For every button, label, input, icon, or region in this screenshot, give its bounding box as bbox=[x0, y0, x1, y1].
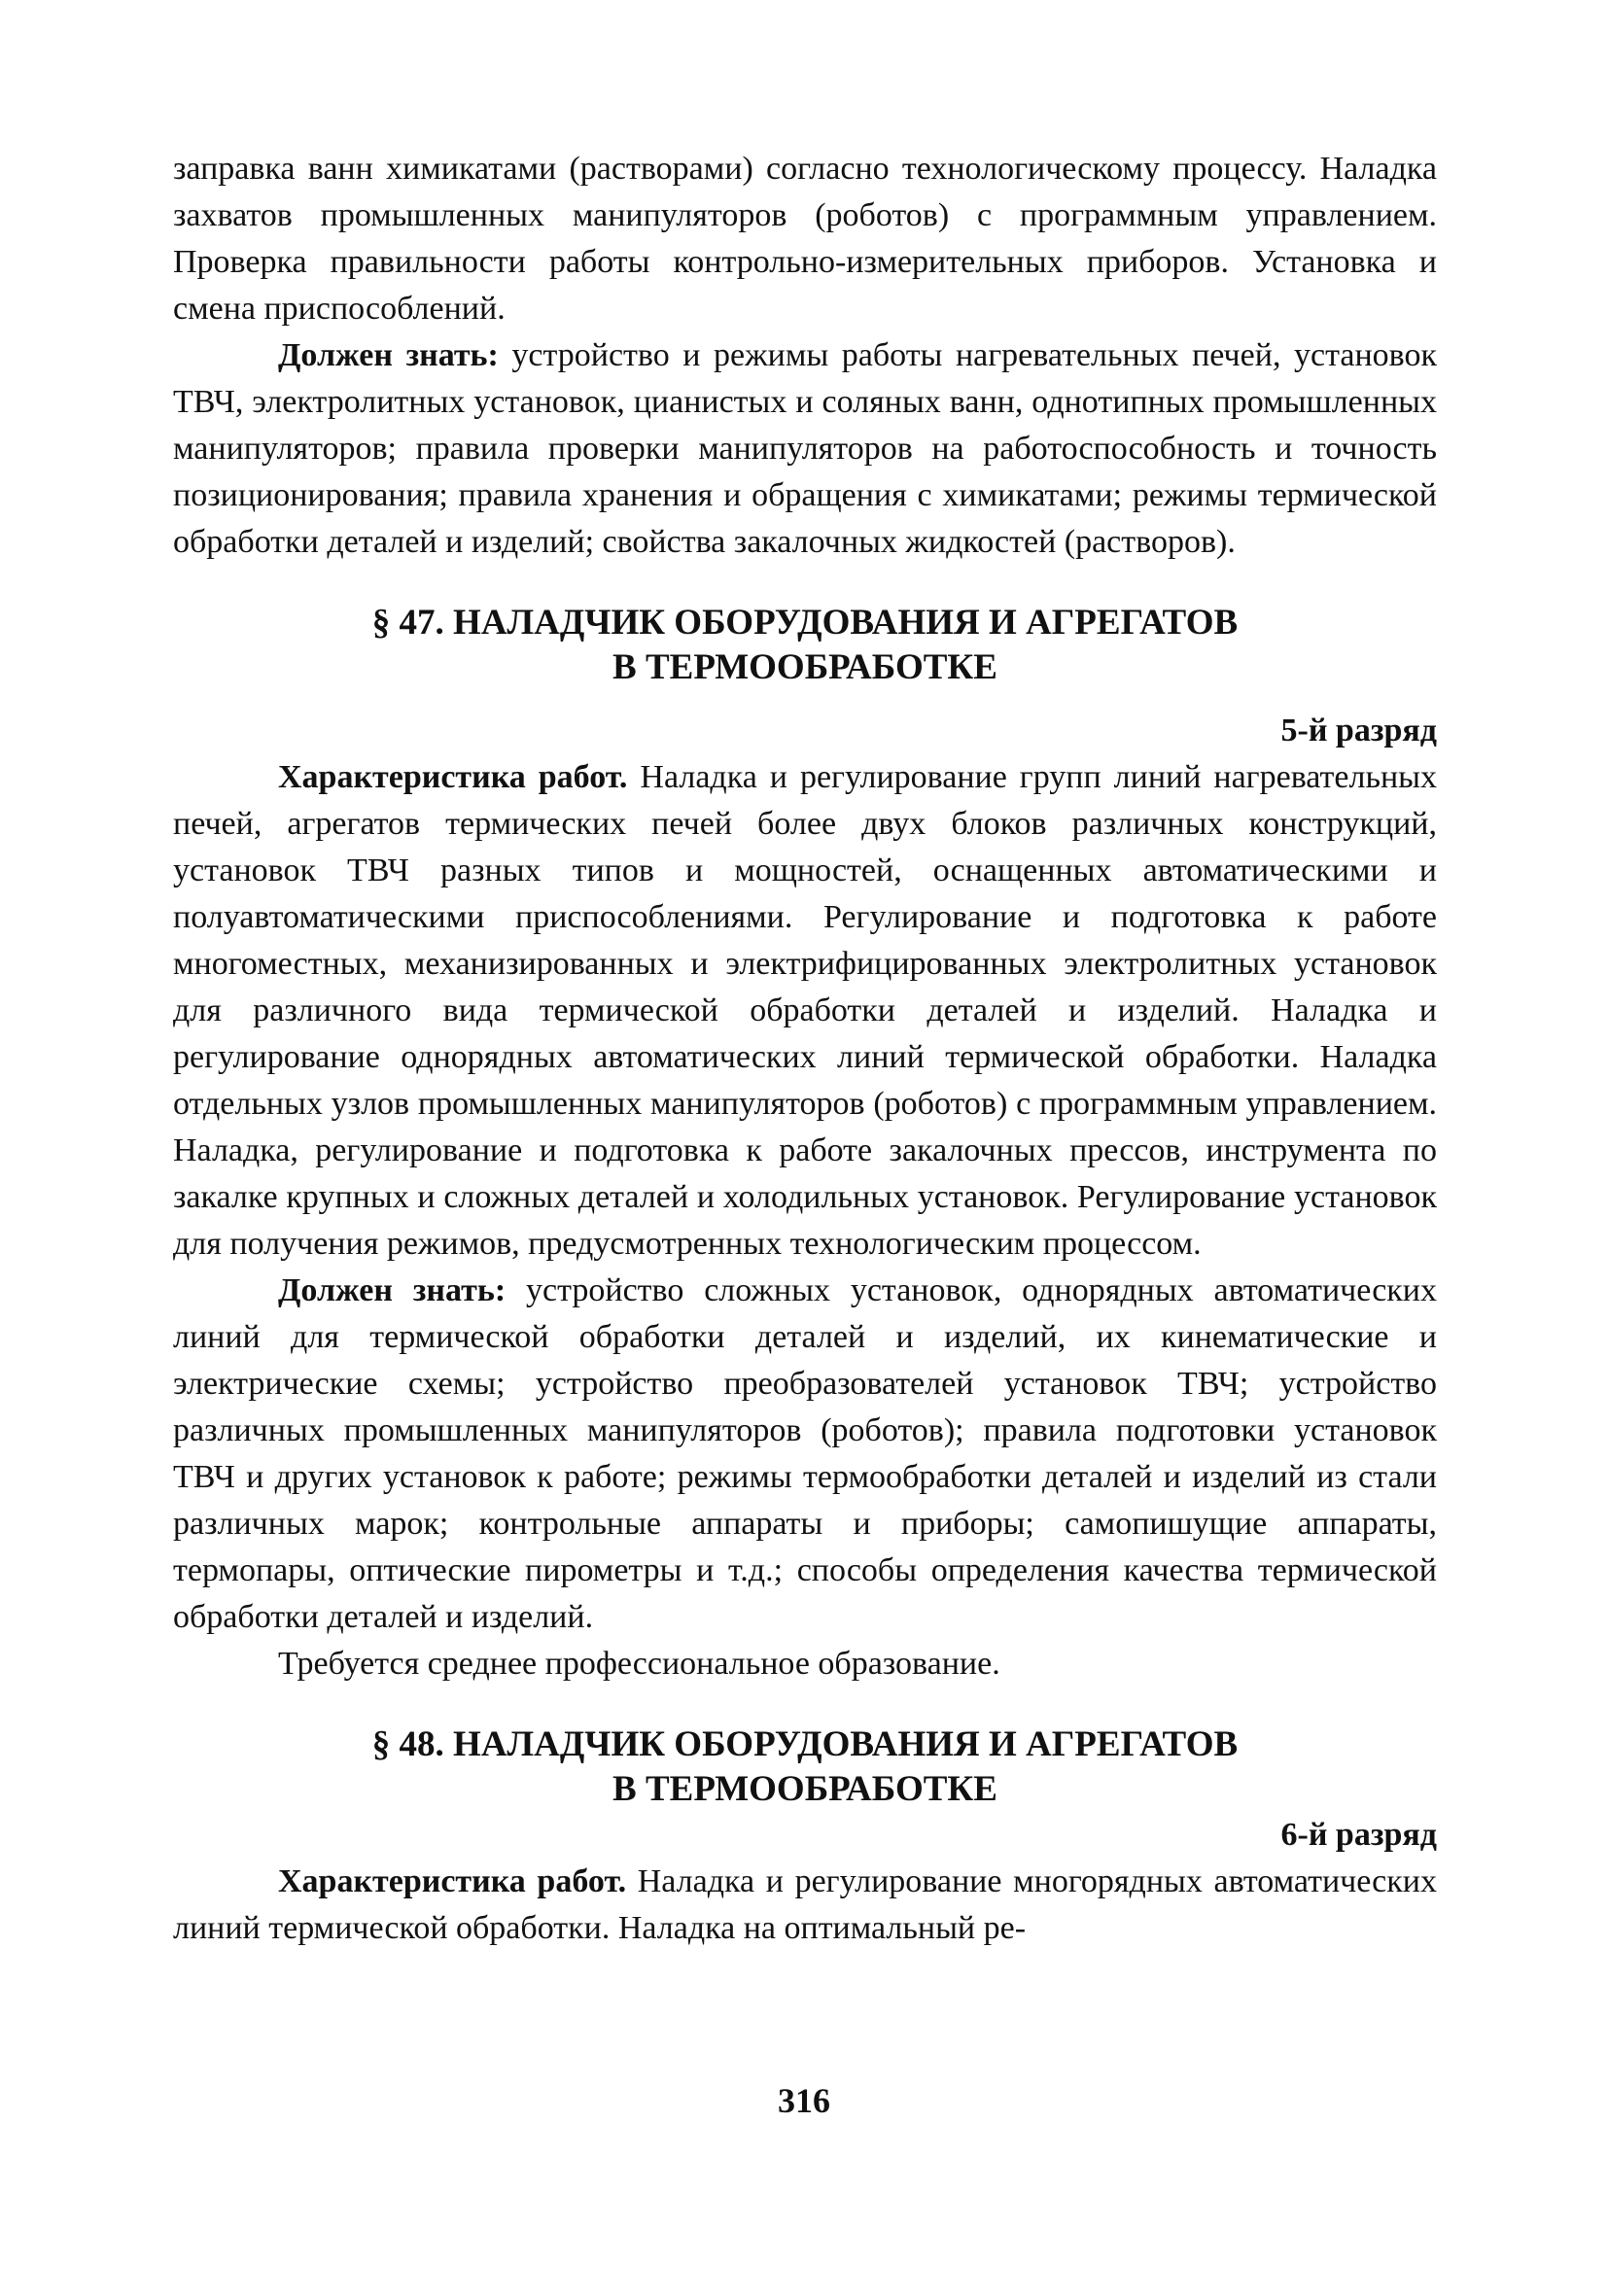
section-47-heading bbox=[173, 601, 1437, 690]
section-47-education: Требуется среднее профессиональное образование. bbox=[278, 1646, 1000, 1682]
intro-paragraph: заправка ванн химикатами (растворами) согласно технологическому процессу. Наладка захватов промышленных манипуляторов (роботов) с программным управлением. Проверка правильности работы контрольно-измерительных приборов. Установка и смена приспособлений. bbox=[173, 151, 1437, 327]
characteristics-text: Наладка и регулирование групп линий нагревательных печей, агрегатов термических печей более двух блоков различных конструкций, установок ТВЧ разных типов и мощностей, оснащенных автоматическими и полуавтоматическими приспособлениями. Регулирование и подготовка к работе многоместных, механизированных и электрифицированных электролитных установок для различного вида термической обработки деталей и изделий. Наладка и регулирование однорядных автоматических линий термической обработки. Наладка отдельных узлов промышленных манипуляторов (роботов) с программным управлением. Наладка, регулирование и подготовка к работе закалочных прессов, инструмента по закалке крупных и сложных деталей и холодильных установок. Регулирование установок для получения режимов, предусмотренных технологическим процессом. bbox=[173, 759, 1437, 1262]
section-47-heading-line2: В ТЕРМООБРАБОТКЕ bbox=[612, 647, 997, 687]
knowledge-lead: Должен знать: bbox=[278, 1272, 507, 1308]
knowledge-lead: Должен знать: bbox=[278, 337, 499, 373]
section-48-grade: 6-й разряд bbox=[1280, 1817, 1437, 1853]
page-number: 316 bbox=[778, 2081, 830, 2120]
characteristics-lead: Характеристика работ. bbox=[278, 1863, 627, 1899]
section-47-grade: 5-й разряд bbox=[1280, 713, 1437, 748]
knowledge-text: устройство и режимы работы нагревательных печей, установок ТВЧ, электролитных установок, цианистых и соляных ванн, однотипных промышленных манипуляторов; правила проверки манипуляторов на работоспособность и точность позиционирования; правила хранения и обращения с химикатами; режимы термической обработки деталей и изделий; свойства закалочных жидкостей (растворов). bbox=[173, 337, 1437, 560]
intro-knowledge-paragraph bbox=[173, 332, 1437, 566]
section-47-heading-line1: § 47. НАЛАДЧИК ОБОРУДОВАНИЯ И АГРЕГАТОВ bbox=[371, 603, 1239, 643]
knowledge-text: устройство сложных установок, однорядных автоматических линий для термической обработки деталей и изделий, их кинематические и электрические схемы; устройство преобразователей установок ТВЧ; устройство различных промышленных манипуляторов (роботов); правила подготовки установок ТВЧ и других установок к работе; режимы термообработки деталей и изделий из стали различных марок; контрольные аппараты и приборы; самопишущие аппараты, термопары, оптические пирометры и т.д.; способы определения качества термической обработки деталей и изделий. bbox=[173, 1272, 1437, 1635]
characteristics-lead: Характеристика работ. bbox=[278, 759, 628, 795]
section-48-heading bbox=[173, 1722, 1437, 1812]
section-47-knowledge bbox=[173, 1268, 1437, 1641]
document-page bbox=[173, 146, 1437, 1952]
characteristics-text: Наладка и регулирование многорядных автоматических линий термической обработки. Наладка на оптимальный ре- bbox=[173, 1863, 1437, 1946]
section-48-characteristics bbox=[173, 1859, 1437, 1952]
section-48-heading-line1: § 48. НАЛАДЧИК ОБОРУДОВАНИЯ И АГРЕГАТОВ bbox=[371, 1724, 1239, 1764]
section-47-characteristics bbox=[173, 754, 1437, 1268]
section-48-heading-line2: В ТЕРМООБРАБОТКЕ bbox=[612, 1769, 997, 1809]
